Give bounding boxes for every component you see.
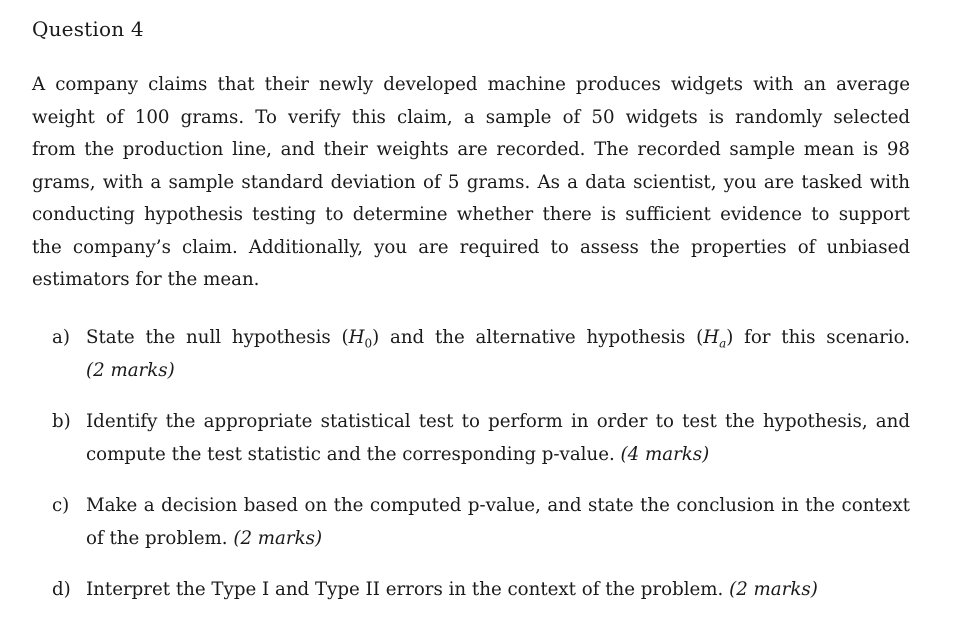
question-part-d — [52, 574, 910, 607]
part-line: Make a decision based on the computed p-value, and state the conclusion in the context — [86, 495, 910, 516]
null-hypothesis-symbol: $H_0$ — [348, 327, 373, 351]
intro-line: conducting hypothesis testing to determine whether there is sufficient evidence to support — [32, 204, 910, 225]
part-line — [86, 322, 910, 355]
intro-line: the company’s claim. Additionally, you are required to assess the properties of unbiased — [32, 236, 910, 258]
part-text — [86, 574, 910, 607]
intro-line: weight of 100 grams. To verify this claim, a sample of 50 widgets is randomly selected — [32, 106, 910, 128]
intro-line: grams, with a sample standard deviation of 5 grams. As a data scientist, you are tasked with — [32, 171, 910, 193]
part-label: d) — [52, 579, 71, 600]
part-text-segment: ) and the alternative hypothesis ( — [372, 327, 704, 348]
intro-line: A company claims that their newly developed machine produces widgets with an average — [32, 74, 910, 95]
part-text — [86, 406, 910, 471]
question-title: Question 4 — [32, 17, 144, 41]
question-part-a — [52, 322, 910, 387]
alternative-hypothesis-symbol: $H_a$ — [703, 327, 727, 351]
part-label: c) — [52, 495, 70, 516]
question-parts-list — [52, 322, 910, 607]
part-text — [86, 490, 910, 555]
marks-label: (4 marks) — [620, 443, 710, 465]
part-text-segment: of the problem. — [86, 527, 234, 549]
null-hypothesis-subscript: 0 — [364, 336, 373, 351]
alternative-hypothesis-subscript: a — [719, 336, 727, 351]
part-line — [86, 574, 910, 607]
question-intro-paragraph — [32, 69, 910, 297]
question-part-b — [52, 406, 910, 471]
part-line: Identify the appropriate statistical test to perform in order to test the hypothesis, and — [86, 411, 910, 432]
question-part-c — [52, 490, 910, 555]
part-line — [86, 355, 910, 388]
marks-label: (2 marks) — [233, 527, 323, 549]
marks-label: (2 marks) — [86, 359, 175, 381]
part-text-segment: State the null hypothesis ( — [86, 327, 349, 348]
part-line — [86, 439, 910, 472]
intro-line: from the production line, and their weights are recorded. The recorded sample mean is 98 — [32, 139, 910, 160]
part-text-segment: compute the test statistic and the corresponding p-value. — [86, 443, 621, 465]
intro-line: estimators for the mean. — [32, 269, 260, 290]
part-label: b) — [52, 411, 71, 432]
part-line — [86, 523, 910, 556]
marks-label: (2 marks) — [729, 579, 818, 600]
part-text-segment: ) for this scenario. — [726, 327, 910, 348]
part-text — [86, 322, 910, 387]
part-text-segment: Interpret the Type I and Type II errors in the context of the problem. — [86, 579, 730, 600]
part-label: a) — [52, 327, 70, 348]
